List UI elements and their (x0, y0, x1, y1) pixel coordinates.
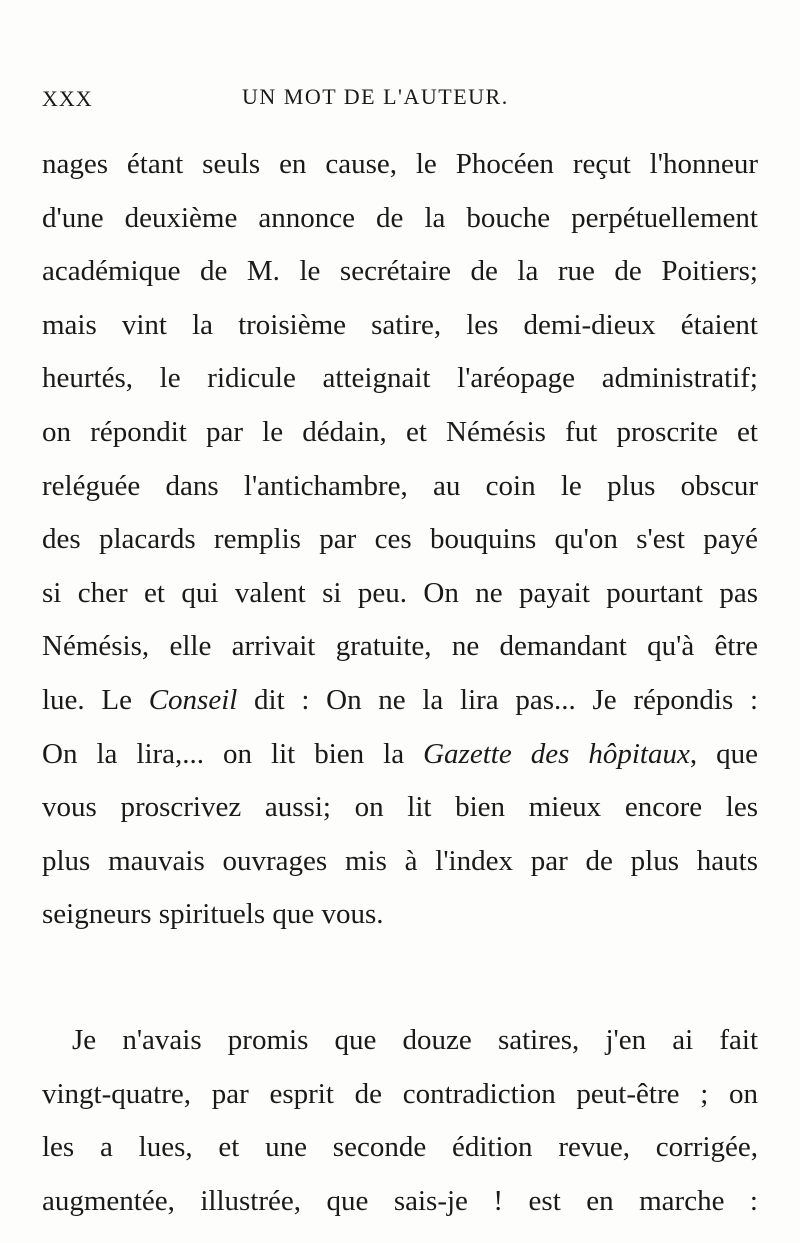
text-line (42, 674, 758, 728)
text-line: heurtés, le ridicule atteignait l'aréopage administratif; (42, 362, 758, 395)
text-line: d'une deuxième annonce de la bouche perpétuellement (42, 201, 758, 234)
text-line: nages étant seuls en cause, le Phocéen reçut l'honneur (42, 148, 758, 180)
text-line (42, 728, 758, 782)
italic-title-gazette: Gazette des hôpitaux (423, 737, 690, 770)
text-line: Je n'avais promis que douze satires, j'en ai fait (72, 1023, 758, 1056)
text-run: dit : On ne la lira pas... Je répondis : (237, 683, 759, 716)
text-line: si cher et qui valent si peu. On ne payait pourtant pas (42, 576, 758, 609)
text-line: plus mauvais ouvrages mis à l'index par de plus hauts (42, 844, 758, 877)
text-line: les a lues, et une seconde édition revue, corrigée, (42, 1131, 758, 1164)
paragraph-1 (42, 138, 758, 942)
text-run: lue. Le (42, 683, 149, 716)
text-line: vous proscrivez aussi; on lit bien mieux encore les (42, 791, 758, 824)
text-run: , que (689, 737, 758, 770)
text-line: reléguée dans l'antichambre, au coin le plus obscur (42, 469, 758, 502)
text-line: académique de M. le secrétaire de la rue de Poitiers; (42, 255, 758, 288)
italic-title-conseil: Conseil (148, 683, 238, 716)
body-text (42, 138, 758, 1228)
paragraph-gap (42, 942, 758, 1014)
running-head: UN MOT DE L'AUTEUR. (242, 84, 509, 109)
page-number: XXX (42, 86, 93, 111)
text-line: seigneurs spirituels que vous. (42, 898, 384, 931)
text-line: des placards remplis par ces bouquins qu'on s'est payé (42, 523, 758, 556)
paragraph-2 (42, 1014, 758, 1228)
text-run: On la lira,... on lit bien la (42, 737, 424, 770)
text-line: augmentée, illustrée, que sais-je ! est en marche : (42, 1184, 758, 1217)
text-line: on répondit par le dédain, et Némésis fut proscrite et (42, 415, 758, 448)
text-line: mais vint la troisième satire, les demi-dieux étaient (42, 308, 758, 341)
text-line: Némésis, elle arrivait gratuite, ne demandant qu'à être (42, 630, 758, 663)
page-header (42, 78, 758, 118)
text-line: vingt-quatre, par esprit de contradiction peut-être ; on (42, 1077, 758, 1110)
